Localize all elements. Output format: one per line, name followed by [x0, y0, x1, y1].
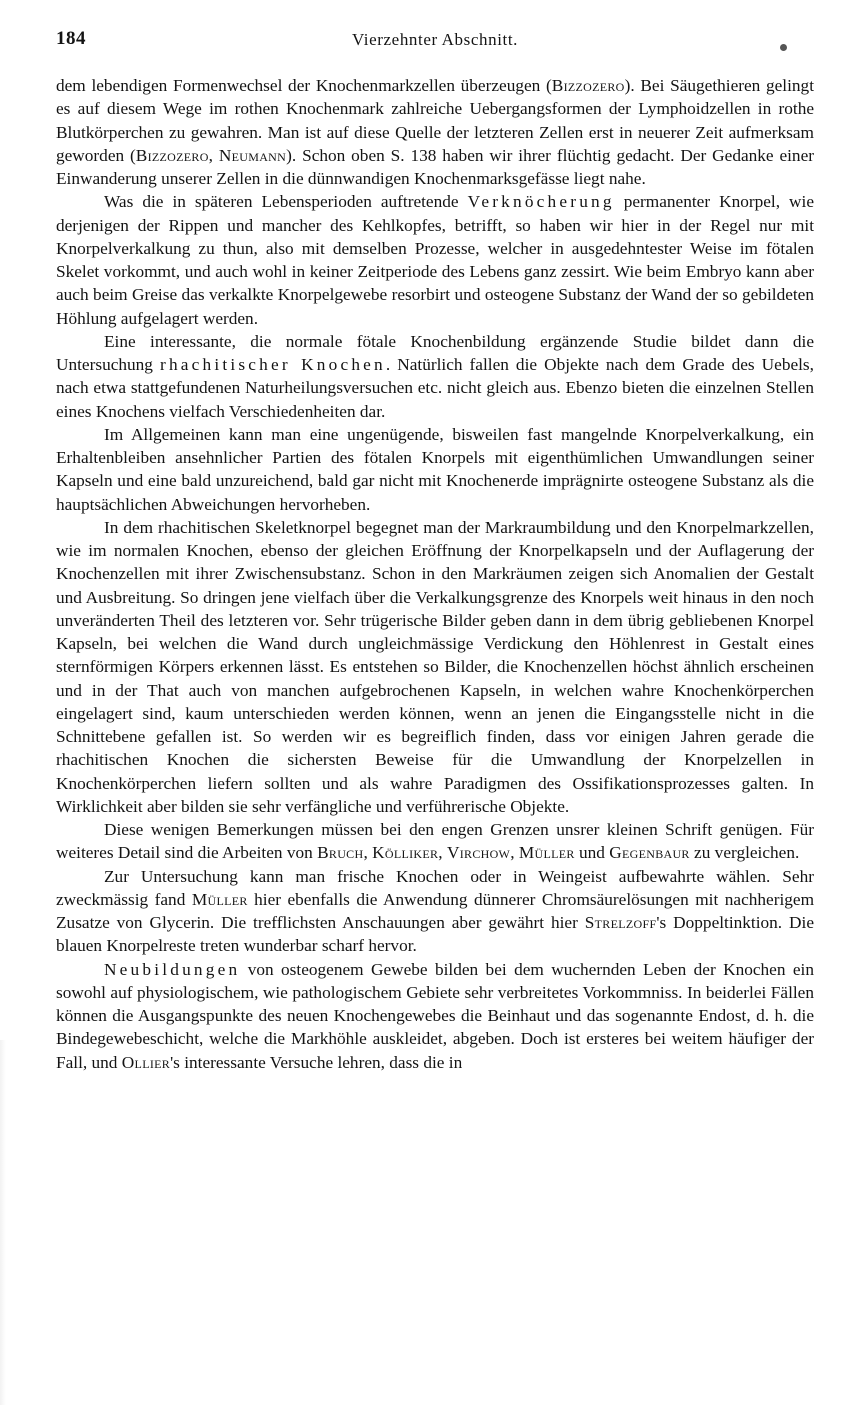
page-number: 184 [56, 28, 86, 49]
author-name: Müller [191, 889, 248, 909]
paragraph-8 [56, 958, 814, 1074]
text-run: In dem rhachitischen Skeletknorpel begegnet man der Markraumbildung und den Knorpelmarkzellen, wie im normalen Knochen, ebenso der gleichen Eröffnung der Knorpelkapseln und der Auflagerung der Knochenzellen mit ihrer Zwischensubstanz. Schon in den Markräumen zeigen sich Anomalien der Gestalt und Ausbreitung. So dringen jene vielfach über die Verkalkungsgrenze des Knorpels weit hinaus in den noch unveränderten Theil des letzteren vor. Sehr trügerische Bilder geben dann in dem übrig gebliebenen Knorpel Kapseln, bei welchen die Wand durch ungleichmässige Verdickung den Höhlenrest in Gestalt eines sternförmigen Körpers erkennen lässt. Es entstehen so Bilder, die Knochenzellen höchst ähnlich erscheinen und in der That auch von manchen aufgebrochenen Kapseln, in welchen wahre Knochenkörperchen eingelagert sind, kaum unterschieden werden können, wenn an jenen die Eingangsstelle nicht in die Schnittebene gefallen ist. So werden wir es begreiflich finden, dass vor einigen Jahren gerade die rhachitischen Knochen die sichersten Beweise für die Umwandlung der Knorpelzellen in Knochenkörperchen liefern sollten und als wahre Paradigmen des Ossifikationsprozesses galten. In Wirklichkeit aber bilden sie sehr verfängliche und verführerische Objekte. [56, 517, 814, 816]
text-run: Was die in späteren Lebensperioden auftretende [104, 192, 468, 212]
page-edge-shadow [0, 1040, 6, 1405]
page-header [56, 28, 814, 58]
paragraph-1 [56, 74, 814, 190]
text-run: 's Doppeltinktion. Die blauen Knorpelreste treten wunderbar scharf hervor. [56, 913, 814, 956]
text-run: , [438, 843, 447, 863]
paragraph-7 [56, 865, 814, 958]
author-name: Ollier [121, 1052, 171, 1072]
text-run: und [574, 843, 610, 863]
author-name: Kölliker [372, 843, 439, 863]
paragraph-2 [56, 190, 814, 330]
author-name: Strelzoff [584, 913, 657, 932]
author-name: Virchow [446, 843, 511, 863]
emphasized-term: rhachitischer Knochen [160, 355, 386, 374]
text-run: ). Bei Säugethieren gelingt es auf diesem Wege im rothen Knochenmark zahlreiche Uebergangsformen der Lymphoidzellen in rothe Blutkörperchen zu gewahren. Man ist auf diese Quelle der letzteren Zellen erst in neuerer Zeit aufmerksam geworden ( [56, 76, 814, 165]
author-name: Neumann [218, 145, 287, 165]
text-run: ). Schon oben S. 138 haben wir ihrer flüchtig gedacht. Der Gedanke einer Einwanderung unserer Zellen in die dünnwandigen Knochenmarksgefässe liegt nahe. [56, 145, 814, 188]
emphasized-term: Neubildungen [104, 959, 241, 979]
ink-speck [780, 44, 787, 51]
paragraph-6 [56, 818, 814, 865]
author-name: Müller [518, 843, 575, 863]
text-run: zu vergleichen. [689, 843, 800, 863]
text-run: von osteogenem Gewebe bilden bei dem wuchernden Leben der Knochen ein sowohl auf physiologischem, wie pathologischem Gebiete sehr verbreitetes Vorkommniss. In beiderlei Fällen können die Ausgangspunkte des neuen Knochengewebes die Beinhaut und das sogenannte Endost, d. h. die Bindegewebeschicht, welche die Markhöhle auskleidet, abgeben. Doch ist ersteres bei weitem häufiger der Fall, und [56, 959, 814, 1072]
text-run: hier ebenfalls die Anwendung dünnerer Chromsäurelösungen mit nachherigem Zusatze von Glycerin. Die trefflichsten Anschauungen aber gewährt hier [56, 889, 815, 932]
author-name: Gegenbaur [609, 843, 690, 863]
emphasized-term: Verknöcherung [467, 192, 615, 212]
text-run: 's interessante Versuche lehren, dass die in [170, 1052, 463, 1072]
text-run: Im Allgemeinen kann man eine ungenügende, bisweilen fast mangelnde Knorpelverkalkung, ein Erhaltenbleiben ansehnlicher Partien des fötalen Knorpels mit eigenthümlichen Umwandlungen seiner Kapseln und eine bald unzureichend, bald gar nicht mit Knochenerde imprägnirte osteogene Substanz als die hauptsächlichen Abweichungen hervorheben. [56, 424, 814, 514]
text-run: , [510, 843, 519, 863]
author-name: Bizzozero [551, 76, 625, 95]
paragraph-5 [56, 516, 814, 818]
text-run: , [208, 145, 219, 165]
body-text [56, 74, 814, 1074]
text-run: Zur Untersuchung kann man frische Knochen oder in Weingeist aufbewahrte wählen. Sehr zweckmässig fand [56, 866, 814, 909]
paragraph-4 [56, 423, 814, 516]
text-run: Eine interessante, die normale fötale Knochenbildung ergänzende Studie bildet dann die Untersuchung [56, 331, 814, 374]
text-run: permanenter Knorpel, wie derjenigen der Rippen und mancher des Kehlkopfes, betrifft, so haben wir hier in der Regel nur mit Knorpelverkalkung zu thun, also mit demselben Prozesse, welcher in ausgedehntester Weise im fötalen Skelet vorkommt, und auch wohl in keiner Zeitperiode des Lebens ganz zessirt. Wie beim Embryo kann aber auch beim Greise das verkalkte Knorpelgewebe resorbirt und osteogene Substanz der Wand der so gebildeten Höhlung aufgelagert werden. [56, 192, 815, 328]
author-name: Bizzozero [135, 145, 209, 165]
running-title: Vierzehnter Abschnitt. [351, 30, 519, 49]
text-run: dem lebendigen Formenwechsel der Knochenmarkzellen überzeugen ( [56, 76, 552, 95]
text-run: . Natürlich fallen die Objekte nach dem Grade des Uebels, nach etwa stattgefundenen Naturheilungsversuchen etc. nicht gleich aus. Ebenzo bieten die einzelnen Stellen eines Knochens vielfach Verschiedenheiten dar. [56, 355, 814, 421]
author-name: Bruch [317, 843, 364, 863]
paragraph-3 [56, 330, 814, 423]
text-run: , [363, 843, 373, 863]
text-run: Diese wenigen Bemerkungen müssen bei den engen Grenzen unsrer kleinen Schrift genügen. Für weiteres Detail sind die Arbeiten von [56, 820, 814, 863]
